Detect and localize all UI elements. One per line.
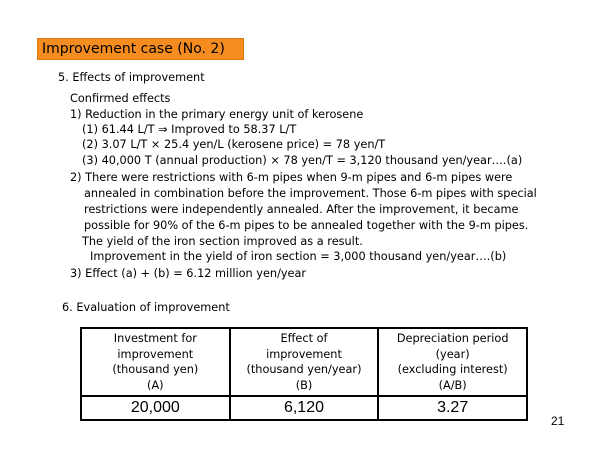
section5-heading: 5. Effects of improvement [58,71,205,84]
header-investment: Investment for improvement (thousand yen) (A) [81,328,230,396]
header-effect: Effect of improvement (thousand yen/year) (B) [230,328,379,396]
effect2-line: possible for 90% of the 6-m pipes to be annealed together with the 9-m pipes. [84,219,529,232]
value-depreciation: 3.27 [378,396,527,420]
table-header-row [81,328,527,396]
page-number: 21 [551,414,565,428]
effect2-line: 2) There were restrictions with 6-m pipes when 9-m pipes and 6-m pipes were [70,171,513,184]
effect1-line: (2) 3.07 L/T × 25.4 yen/L (kerosene price) = 78 yen/T [82,138,386,151]
effect2-line: restrictions were independently annealed. After the improvement, it became [84,203,519,216]
confirmed-effects-label: Confirmed effects [70,92,171,105]
effect3-line: 3) Effect (a) + (b) = 6.12 million yen/year [70,267,307,280]
effect1-line: (3) 40,000 T (annual production) × 78 yen/T = 3,120 thousand yen/year….(a) [82,154,523,167]
effect1-line: (1) 61.44 L/T ⇒ Improved to 58.37 L/T [82,123,297,136]
header-depreciation: Depreciation period (year) (excluding interest) (A/B) [378,328,527,396]
effect2-line: Improvement in the yield of iron section = 3,000 thousand yen/year….(b) [90,250,507,263]
value-investment: 20,000 [81,396,230,420]
effect1-heading: 1) Reduction in the primary energy unit of kerosene [70,108,364,121]
value-effect: 6,120 [230,396,379,420]
effect2-line: annealed in combination before the improvement. Those 6-m pipes with special [84,187,537,200]
section6-heading: 6. Evaluation of improvement [62,301,230,314]
slide-title: Improvement case (No. 2) [37,38,244,60]
evaluation-table [80,327,528,421]
effect2-line: The yield of the iron section improved as a result. [82,235,363,248]
table-value-row [81,396,527,420]
